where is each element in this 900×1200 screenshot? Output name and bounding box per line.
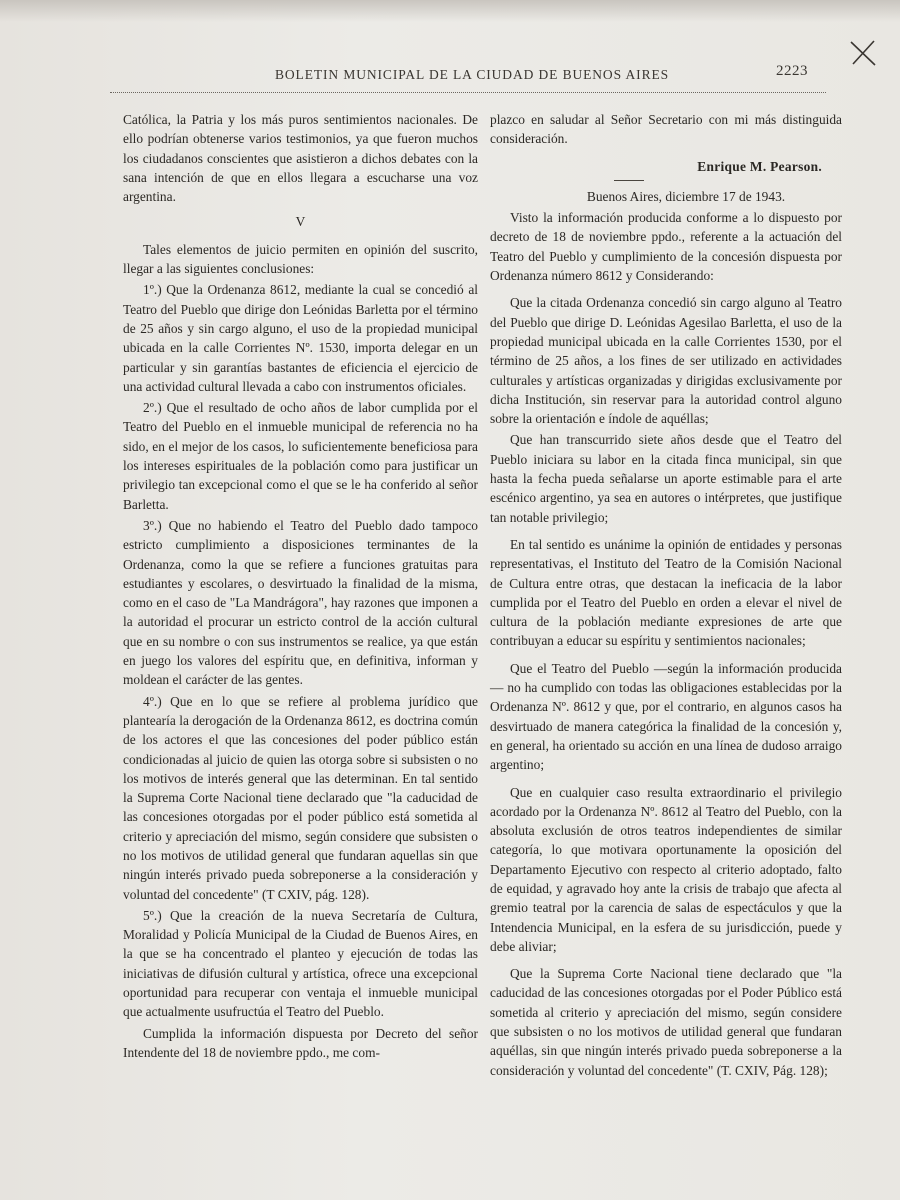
- right-paragraph-3: Que la citada Ordenanza concedió sin cargo alguno al Teatro del Pueblo que dirige D. Leónidas Agesilao Barletta, el uso de la propiedad municipal ubicada en la calle Corrientes 1530, por el término de 25 años, a los fines de ser utilizado en actividades culturales y artísticas organizadas y dirigidas exclusivamente por dicha Institución, sin reservar para la autoridad control alguno sobre la orientación e índole de aquéllas;: [490, 295, 842, 427]
- conclusion-3: 3º.) Que no habiendo el Teatro del Pueblo dado tampoco estricto cumplimiento a disposiciones terminantes de la Ordenanza, como la que se refiere a funciones gratuitas para estudiantes y escolares, o desvirtuado la finalidad de la misma, como en el caso de "La Mandrágora", hay razones que imponen a la autoridad el procurar un estricto control de la acción cultural que en su nombre o con sus instrumentos se realice, ya que están en juego los valores del espíritu que, en definitiva, informan y moldean el carácter de las gentes.: [123, 517, 478, 688]
- left-column: [123, 110, 478, 1064]
- conclusion-5: 5º.) Que la creación de la nueva Secretaría de Cultura, Moralidad y Policía Municipal de la Ciudad de Buenos Aires, en la que se ha concentrado el planteo y ejecución de todas las iniciativas de difusión cultural y artística, ofrece una excepcional oportunidad para recuperar con ventaja el inmueble municipal que actualmente usufructúa el Teatro del Pueblo.: [123, 907, 478, 1020]
- header-rule: [110, 92, 826, 94]
- conclusion-4: 4º.) Que en lo que se refiere al problema jurídico que plantearía la derogación de la Ordenanza 8612, es doctrina común de los actores el que las concesiones del poder público están condicionadas al juicio de quien las otorga sobre si subsisten o no los motivos de interés general que las determinan. En tal sentido la Suprema Corte Nacional tiene declarado que "la caducidad de las concesiones otorgadas por el poder público está sometida al criterio y apreciación del mismo, según considere que subsisten o no los motivos de utilidad general que fundaran aquellas sin que ningún interés privado pueda sobreponerse a la consideración y voluntad del concedente" (T CXIV, pág. 128).: [123, 693, 478, 902]
- right-paragraph-8: Que la Suprema Corte Nacional tiene declarado que "la caducidad de las concesiones otorgadas por el Poder Público está sometida al criterio y apreciación del mismo, según considere que subsisten o no los motivos de utilidad general que fundaran aquéllas, sin que ningún interés privado pueda sobreponerse a la consideración y voluntad del concedente" (T. CXIV, Pág. 128);: [490, 966, 842, 1078]
- handwritten-x-mark: [848, 38, 878, 68]
- date-line: Buenos Aires, diciembre 17 de 1943.: [586, 188, 786, 204]
- running-header-title: BOLETIN MUNICIPAL DE LA CIUDAD DE BUENOS AIRES: [275, 67, 670, 82]
- left-paragraph-closing: Cumplida la información dispuesta por Decreto del señor Intendente del 18 de noviembre ppdo., me com-: [123, 1025, 478, 1060]
- right-paragraph-7: Que en cualquier caso resulta extraordinario el privilegio acordado por la Ordenanza Nº. 8612 al Teatro del Pueblo, con la absoluta exclusión de otros teatros independientes de similar categoría, lo que motivara oportunamente la oposición del Departamento Ejecutivo con respecto al criterio adoptado, falto de equidad, y agravado hoy ante la crisis de trabajo que afecta al gremio teatral por la carencia de salas de espectáculos y que la Intendencia Municipal, en la esfera de su jurisdicción, puede y debe aliviar;: [490, 784, 842, 954]
- right-paragraph-1: plazco en saludar al Señor Secretario con mi más distinguida consideración.: [490, 112, 842, 147]
- right-paragraph-2: Visto la información producida conforme a lo dispuesto por decreto de 18 de noviembre ppdo., referente a la actuación del Teatro del Pueblo y cumplimiento de la concesión dispuesta por Ordenanza número 8612 y Considerando:: [490, 210, 842, 284]
- conclusion-2: 2º.) Que el resultado de ocho años de labor cumplida por el Teatro del Pueblo en el inmueble municipal de referencia no ha sido, en el mejor de los casos, lo suficientemente beneficiosa para los intereses espirituales de la población como para justificar un privilegio tan excepcional como el que se le ha conferido al señor Barletta.: [123, 400, 478, 512]
- left-paragraph-2: Tales elementos de juicio permiten en opinión del suscrito, llegar a las siguientes conclusiones:: [123, 241, 478, 277]
- right-column: [490, 110, 842, 1082]
- page-number: 2223: [776, 63, 808, 79]
- right-paragraph-5: En tal sentido es unánime la opinión de entidades y personas representativas, el Instituto del Teatro de la Comisión Nacional de Cultura entre otras, que destacan la ineficacia de la labor cumplida por el Teatro del Pueblo en orden a elevar el nivel de cultura de la población mediante expresiones de arte que contribuyan a educar su espíritu y sentimientos nacionales;: [490, 536, 842, 649]
- right-paragraph-6: Que el Teatro del Pueblo —según la información producida— no ha cumplido con todas las obligaciones establecidas por la Ordenanza Nº. 8612 y que, por el contrario, en algunos casos ha desvirtuado de manera categórica la finalidad de la concesión y, en general, ha orientado su acción en una línea de dudoso arraigo argentino;: [490, 660, 842, 773]
- section-heading: V: [295, 214, 306, 230]
- left-paragraph-1: Católica, la Patria y los más puros sentimientos nacionales. De ello podrían obtenerse varios testimonios, ya que fueron muchos los ciudadanos conscientes que asistieron a dichos debates con la sana intención de que en ellos llegara a escucharse una voz argentina.: [123, 112, 478, 205]
- right-paragraph-4: Que han transcurrido siete años desde que el Teatro del Pueblo iniciara su labor en la citada finca municipal, sin que hasta la fecha pueda señalarse un aporte estimable para el arte escénico argentino, ya sea en autores o intérpretes, que justifique tan notable privilegio;: [490, 432, 842, 525]
- signature: Enrique M. Pearson.: [697, 158, 822, 174]
- page-top-shadow: [0, 0, 900, 22]
- conclusion-1: 1º.) Que la Ordenanza 8612, mediante la cual se concedió al Teatro del Pueblo que dirige don Leónidas Barletta por el término de 25 años y sin cargo alguno, el uso de la propiedad municipal ubicada en la calle Corrientes Nº. 1530, importa delegar en un particular y sin garantías bastantes de eficiencia el ejercicio de una actividad cultural llevada a cabo con instrumentos oficiales.: [123, 282, 478, 394]
- short-rule: [614, 180, 644, 181]
